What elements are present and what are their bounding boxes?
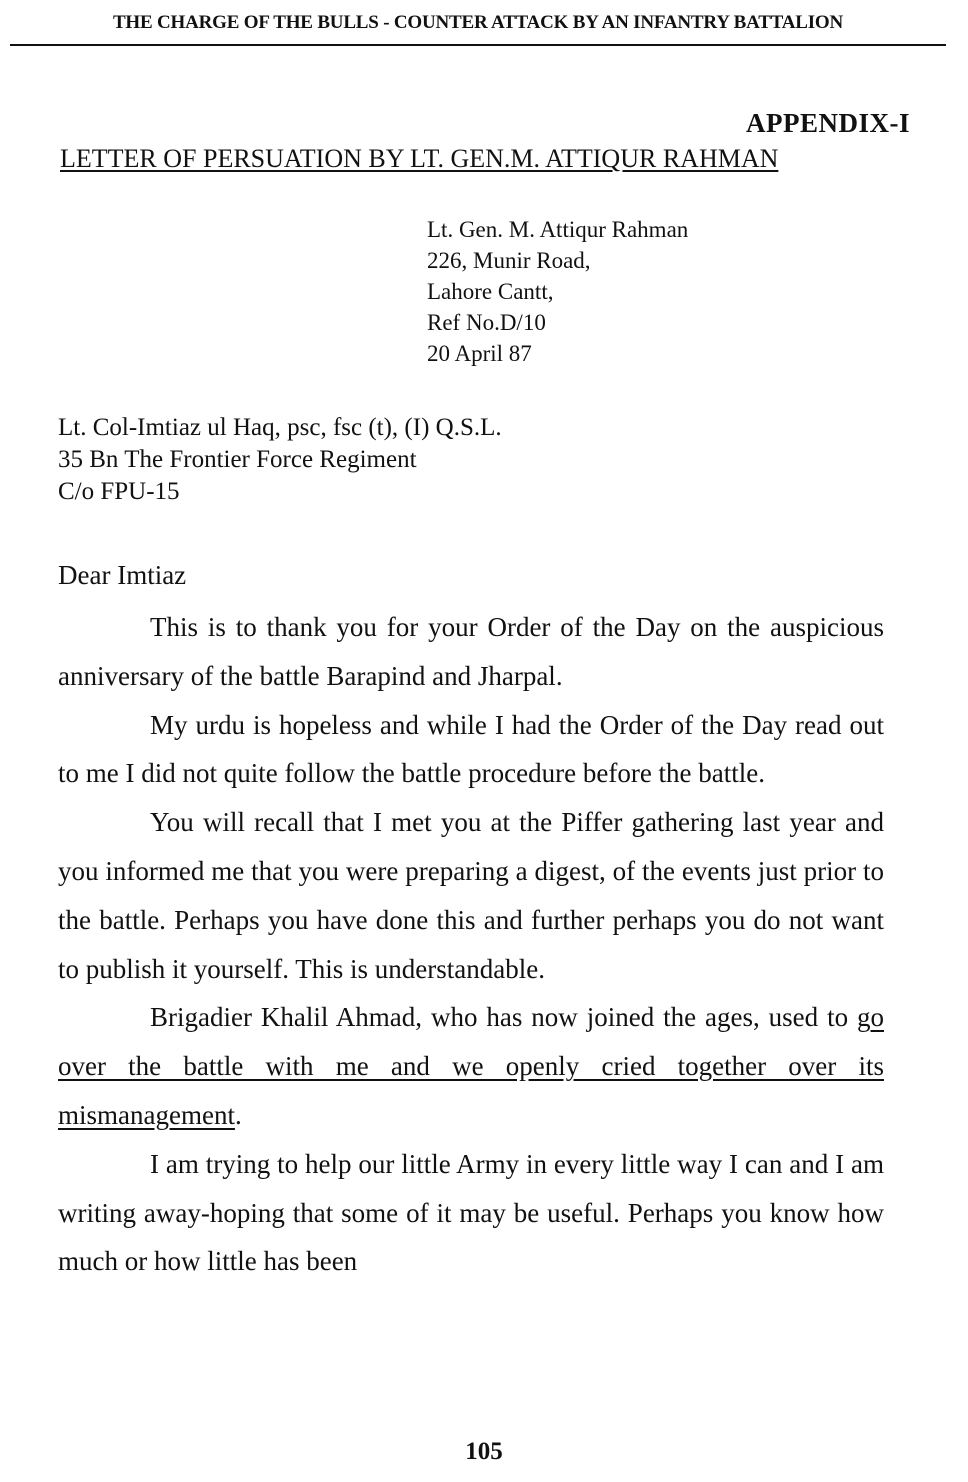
sender-address-block [427, 214, 688, 369]
paragraph-3: You will recall that I met you at the Piffer gathering last year and you informed me that you were preparing a digest, of the events just prior to the battle. Perhaps you have done this and further perhaps you do not want to publish it yourself. This is understandable. [58, 807, 884, 984]
salutation: Dear Imtiaz [58, 560, 187, 590]
recipient-unit: 35 Bn The Frontier Force Regiment [58, 446, 417, 473]
letter-title: LETTER OF PERSUATION BY LT. GEN.M. ATTIQUR RAHMAN [60, 144, 779, 173]
sender-name: Lt. Gen. M. Attiqur Rahman [427, 217, 689, 242]
letter-date: 20 April 87 [427, 341, 532, 366]
recipient-name: Lt. Col-Imtiaz ul Haq, psc, fsc (t), (I) Q.S.L. [58, 414, 502, 441]
paragraph-2: My urdu is hopeless and while I had the Order of the Day read out to me I did not quite follow the battle procedure before the battle. [58, 709, 884, 789]
sender-address-line-1: 226, Munir Road, [427, 248, 591, 273]
recipient-address-block [58, 412, 502, 508]
paragraph-4 [58, 993, 884, 1139]
paragraph-5: I am trying to help our little Army in every little way I can and I am writing away-hoping that some of it may be useful. Perhaps you know how much or how little has been [58, 1148, 884, 1277]
underlined-passage: go over the battle with me and we openly cried together over its mismanagement [58, 1002, 884, 1130]
letter-body [58, 603, 884, 1286]
page-number: 105 [465, 1438, 503, 1465]
paragraph-1: This is to thank you for your Order of the Day on the auspicious anniversary of the battle Barapind and Jharpal. [58, 612, 884, 691]
sender-address-line-2: Lahore Cantt, [427, 279, 554, 304]
paragraph-4-start: Brigadier Khalil Ahmad, who has now joined the ages, used to [150, 1002, 857, 1033]
running-header: THE CHARGE OF THE BULLS - COUNTER ATTACK BY AN INFANTRY BATTALION [112, 12, 844, 33]
appendix-label: APPENDIX-I [746, 108, 910, 138]
reference-number: Ref No.D/10 [427, 310, 546, 335]
paragraph-4-end: . [234, 1099, 242, 1130]
header-rule [10, 44, 946, 46]
recipient-care-of: C/o FPU-15 [58, 478, 180, 505]
